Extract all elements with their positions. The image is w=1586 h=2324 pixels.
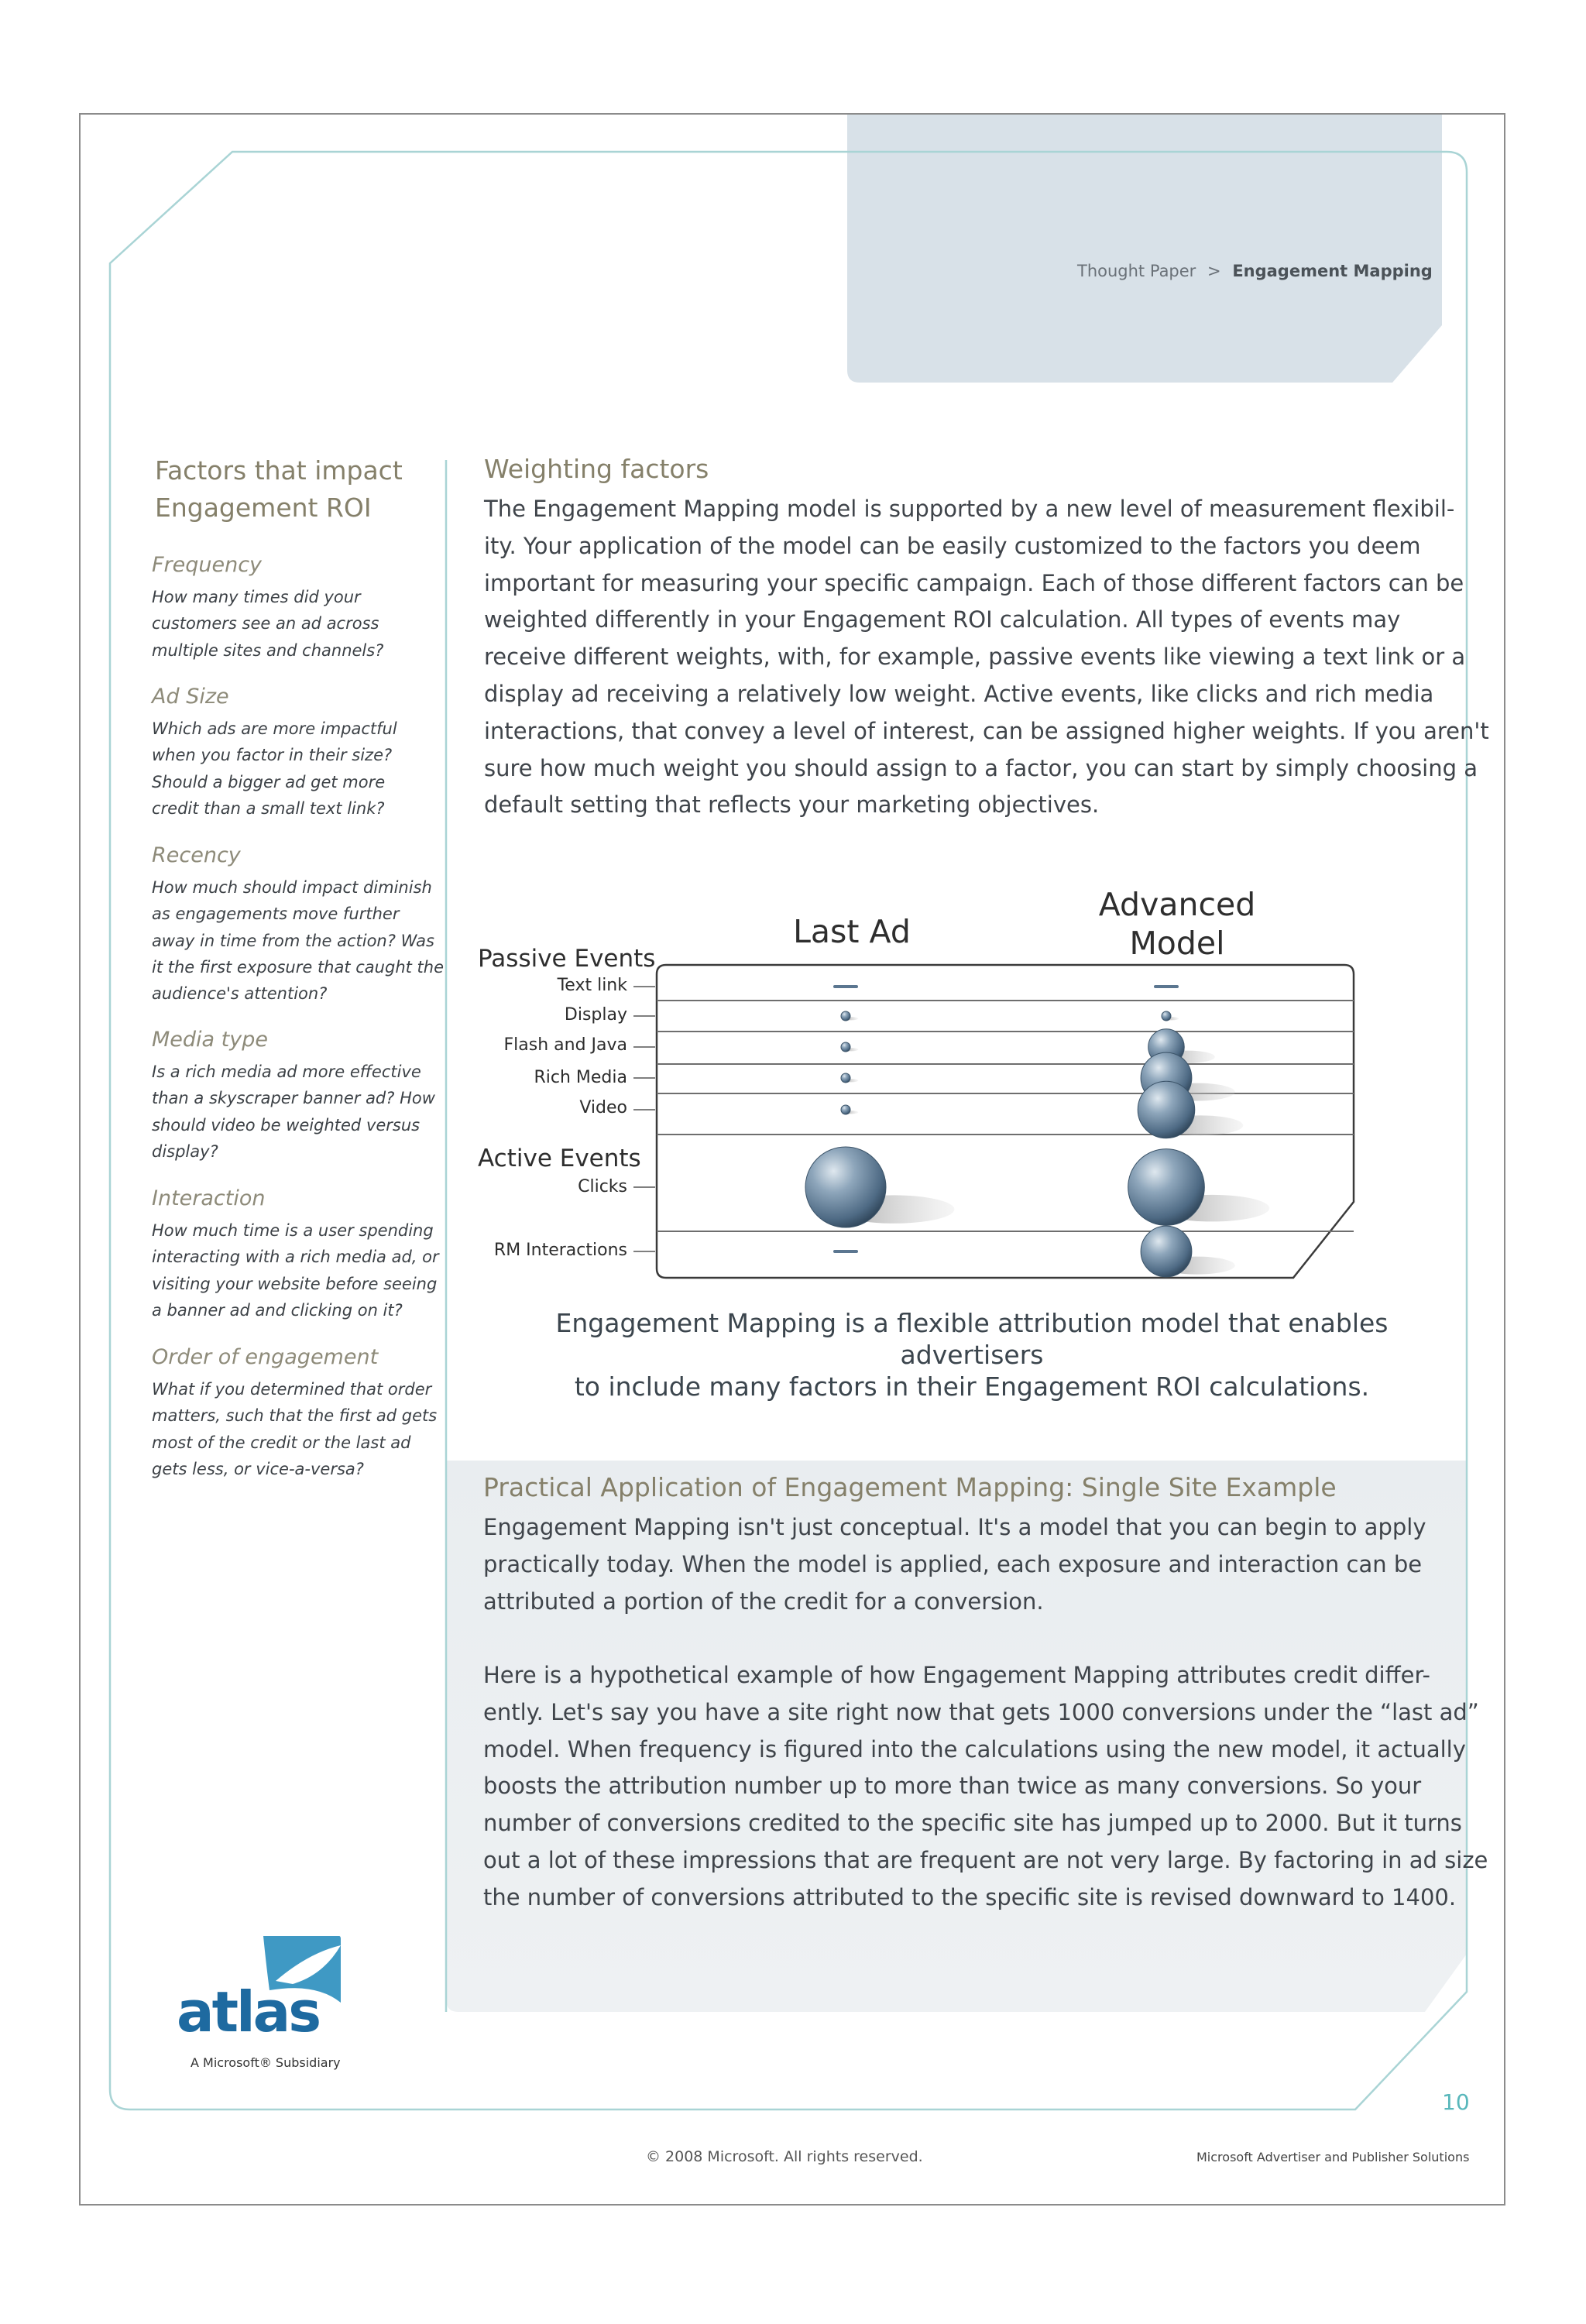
group-label-passive-events: Passive Events xyxy=(478,945,656,973)
weight-dash-advanced-model-text-link xyxy=(1154,985,1179,988)
factor-title-ad-size: Ad Size xyxy=(152,685,229,709)
column-header-last-ad: Last Ad xyxy=(793,913,911,950)
weight-dash-last-ad-rm-interactions xyxy=(833,1250,858,1253)
weight-sphere-last-ad-flash-and-java xyxy=(841,1042,850,1052)
factor-desc-frequency: How many times did your customers see an ad across multiple sites and channels? xyxy=(152,588,384,660)
row-label-flash-and-java: Flash and Java xyxy=(503,1035,627,1055)
atlas-wordmark: atlas xyxy=(177,1979,320,2044)
page-number: 10 xyxy=(1442,2089,1470,2115)
weight-sphere-last-ad-rich-media xyxy=(841,1073,850,1083)
row-label-rm-interactions: RM Interactions xyxy=(493,1241,627,1260)
row-label-clicks: Clicks xyxy=(578,1177,627,1196)
atlas-tagline: A Microsoft® Subsidiary xyxy=(191,2055,341,2070)
row-label-rich-media: Rich Media xyxy=(534,1068,627,1087)
factor-desc-ad-size: Which ads are more impactful when you factor in their size? Should a bigger ad get more credit than a small text link? xyxy=(152,719,397,818)
footer-company: Microsoft Advertiser and Publisher Solutions xyxy=(1196,2150,1470,2164)
weight-sphere-last-ad-display xyxy=(841,1011,850,1021)
sidebar-heading-line1: Factors that impact xyxy=(155,455,403,486)
row-label-video: Video xyxy=(579,1098,627,1117)
factor-desc-media-type: Is a rich media ad more effective than a skyscraper banner ad? How should video be weighted versus display? xyxy=(152,1062,435,1161)
weight-sphere-advanced-model-rm-interactions xyxy=(1141,1226,1192,1277)
column-header-advanced-model: Advanced Model xyxy=(1098,886,1256,962)
sidebar-heading-line2: Engagement ROI xyxy=(155,493,372,523)
weighting-factors-body: The Engagement Mapping model is supported by a new level of measurement flexibil- ity. Your application of the model can be easily customized to the factors you deem important for measuring your specific campaign. Each of those different factors can be weighted differently in your Engagement ROI calculation. All types of events may receive different weights, with, for example, passive events like viewing a text link or a display ad receiving a relatively low weight. Active events, like clicks and rich media interactions, that convey a level of interest, can be assigned higher weights. If you aren't sure how much weight you should assign to a factor, you can start by simply choosing a default setting that reflects your marketing objectives. xyxy=(484,496,1489,819)
weight-sphere-last-ad-video xyxy=(841,1105,850,1114)
factor-title-recency: Recency xyxy=(152,843,241,867)
breadcrumb-current: Engagement Mapping xyxy=(1232,262,1433,280)
weight-sphere-last-ad-clicks xyxy=(805,1147,886,1227)
factor-title-frequency: Frequency xyxy=(152,553,263,577)
factor-desc-order-of-engagement: What if you determined that order matters, such that the first ad gets most of the credit or the last ad gets less, or vice-a-versa? xyxy=(152,1380,438,1478)
weight-sphere-advanced-model-clicks xyxy=(1128,1149,1205,1226)
weighting-factors-heading: Weighting factors xyxy=(484,454,709,484)
practical-application-para2: Here is a hypothetical example of how Engagement Mapping attributes credit differ- ently. Let's say you have a site right now that gets 1000 conversions under the “last ad” model. When frequency is figured into the calculations using the new model, it actually boosts the attribution number up to more than twice as many conversions. So your number of conversions credited to the specific site has jumped up to 2000. But it turns out a lot of these impressions that are frequent are not very large. By factoring in ad size the number of conversions attributed to the specific site is revised downward to 1400. xyxy=(483,1662,1488,1910)
row-label-display: Display xyxy=(564,1005,627,1025)
weight-sphere-advanced-model-video xyxy=(1138,1081,1195,1138)
practical-application-heading: Practical Application of Engagement Mapping: Single Site Example xyxy=(483,1472,1337,1502)
footer-copyright: © 2008 Microsoft. All rights reserved. xyxy=(646,2148,923,2165)
weight-sphere-advanced-model-display xyxy=(1162,1011,1171,1021)
atlas-logo xyxy=(177,1936,347,2075)
breadcrumb-separator: > xyxy=(1207,262,1221,280)
factor-desc-interaction: How much time is a user spending interacting with a rich media ad, or visiting your website before seeing a banner ad and clicking on it? xyxy=(152,1221,439,1320)
row-label-text-link: Text link xyxy=(557,976,627,995)
factor-title-media-type: Media type xyxy=(152,1028,268,1052)
factor-title-order-of-engagement: Order of engagement xyxy=(152,1345,379,1369)
weight-dash-last-ad-text-link xyxy=(833,985,858,988)
breadcrumb-parent[interactable]: Thought Paper xyxy=(1077,262,1196,280)
factor-desc-recency: How much should impact diminish as engagements move further away in time from the action? Was it the first exposure that caught the audience's attention? xyxy=(152,878,444,1004)
chart-caption: Engagement Mapping is a flexible attribution model that enables advertisers to include many factors in their Engagement ROI calculations. xyxy=(555,1308,1389,1402)
practical-application-para1: Engagement Mapping isn't just conceptual. It's a model that you can begin to apply practically today. When the model is applied, each exposure and interaction can be attributed a portion of the credit for a conversion. xyxy=(483,1514,1426,1615)
group-label-active-events: Active Events xyxy=(478,1145,641,1172)
factor-title-interaction: Interaction xyxy=(152,1186,266,1210)
